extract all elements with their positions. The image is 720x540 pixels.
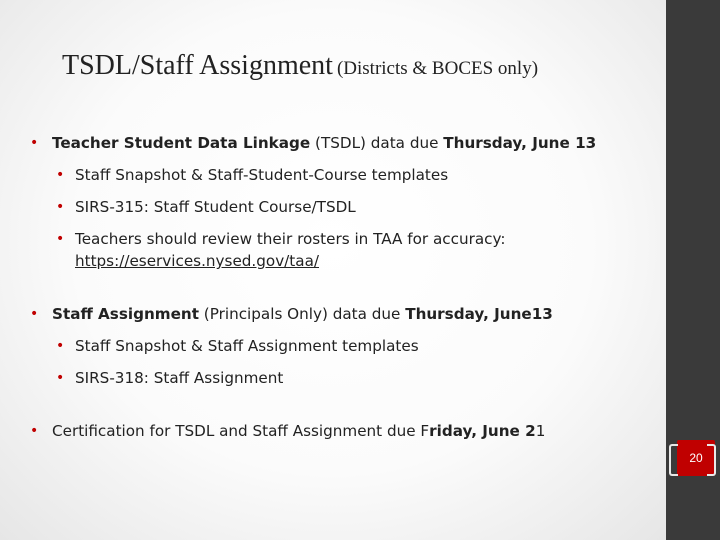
bullet-staff-term: Staff Assignment <box>52 305 199 323</box>
sub-bullet: • SIRS-318: Staff Assignment <box>30 367 660 389</box>
bullet-cert-text: Certification for TSDL and Staff Assignment due F <box>52 422 430 440</box>
page-number: 20 <box>689 451 703 465</box>
bullet-tsdl-term: Teacher Student Data Linkage <box>52 134 311 152</box>
bullet-tsdl-date: Thursday, June 13 <box>443 134 597 152</box>
sub-bullet: • SIRS-315: Staff Student Course/TSDL <box>30 196 660 218</box>
title-qualifier: (Districts & BOCES only) <box>336 58 539 79</box>
taa-link[interactable]: https://eservices.nysed.gov/taa/ <box>75 252 319 270</box>
sub-bullet-text: Teachers should review their rosters in TAA for accuracy: <box>75 230 506 248</box>
bullet-cert-tail: 1 <box>535 422 546 440</box>
bullet-group-tsdl <box>30 132 660 272</box>
slide-title <box>62 50 652 82</box>
bullet-list <box>30 132 660 473</box>
title-main: TSDL/Staff Assignment <box>62 50 333 81</box>
sub-bullet-taa <box>30 228 660 272</box>
bullet-tsdl-text: (TSDL) data due <box>310 134 444 152</box>
bullet-certification <box>30 420 660 442</box>
sub-bullet: • Staff Snapshot & Staff-Student-Course templates <box>30 164 660 186</box>
bullet-tsdl <box>30 132 660 154</box>
bullet-staff-date: Thursday, June13 <box>405 305 553 323</box>
bullet-group-staff-assignment <box>30 303 660 389</box>
bullet-staff-text: (Principals Only) data due <box>198 305 406 323</box>
bullet-cert-date: riday, June 2 <box>429 422 536 440</box>
bullet-group-certification <box>30 420 660 442</box>
bullet-staff-assignment <box>30 303 660 325</box>
sub-bullet: • Staff Snapshot & Staff Assignment templates <box>30 335 660 357</box>
